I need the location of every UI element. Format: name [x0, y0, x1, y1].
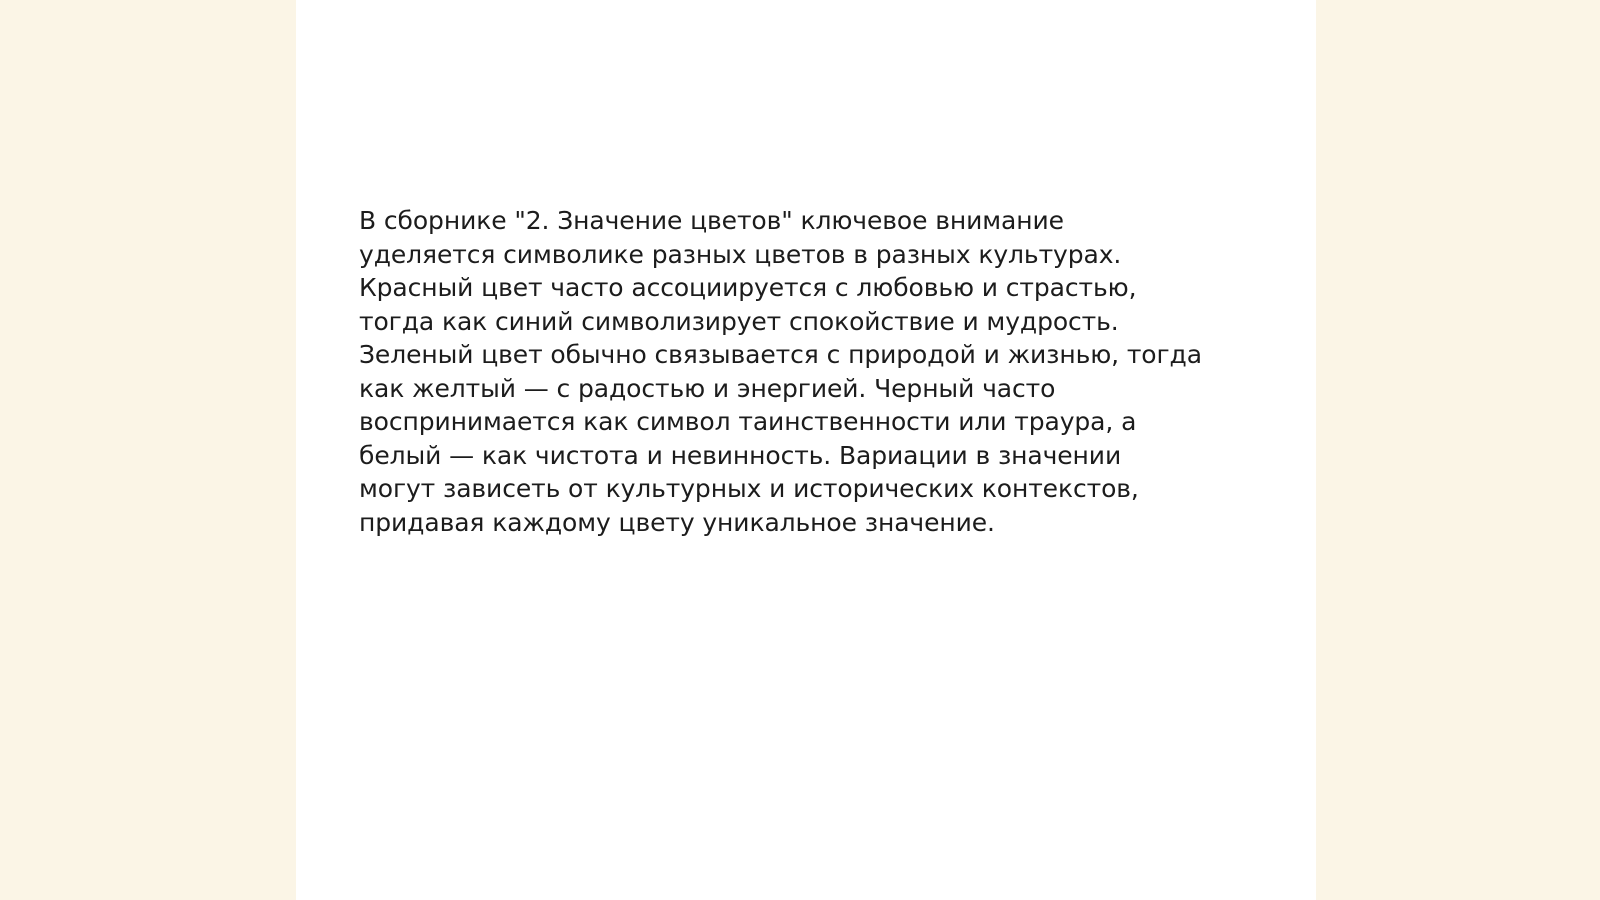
paragraph-line: уделяется символике разных цветов в разных культурах.: [359, 239, 1122, 269]
document-paragraph: [359, 204, 1264, 539]
paragraph-line: тогда как синий символизирует спокойствие и мудрость.: [359, 306, 1119, 336]
paragraph-line: придавая каждому цвету уникальное значение.: [359, 507, 995, 537]
paragraph-line: Красный цвет часто ассоциируется с любовью и страстью,: [359, 273, 1137, 302]
paragraph-line: могут зависеть от культурных и исторических контекстов,: [359, 474, 1139, 503]
paragraph-line: В сборнике "2. Значение цветов" ключевое внимание: [359, 206, 1064, 235]
paragraph-line: как желтый — с радостью и энергией. Черный часто: [359, 373, 1056, 403]
paragraph-line: белый — как чистота и невинность. Вариации в значении: [359, 440, 1122, 470]
paragraph-line: воспринимается как символ таинственности или траура, а: [359, 407, 1137, 436]
paragraph-line: Зеленый цвет обычно связывается с природой и жизнью, тогда: [359, 340, 1202, 369]
